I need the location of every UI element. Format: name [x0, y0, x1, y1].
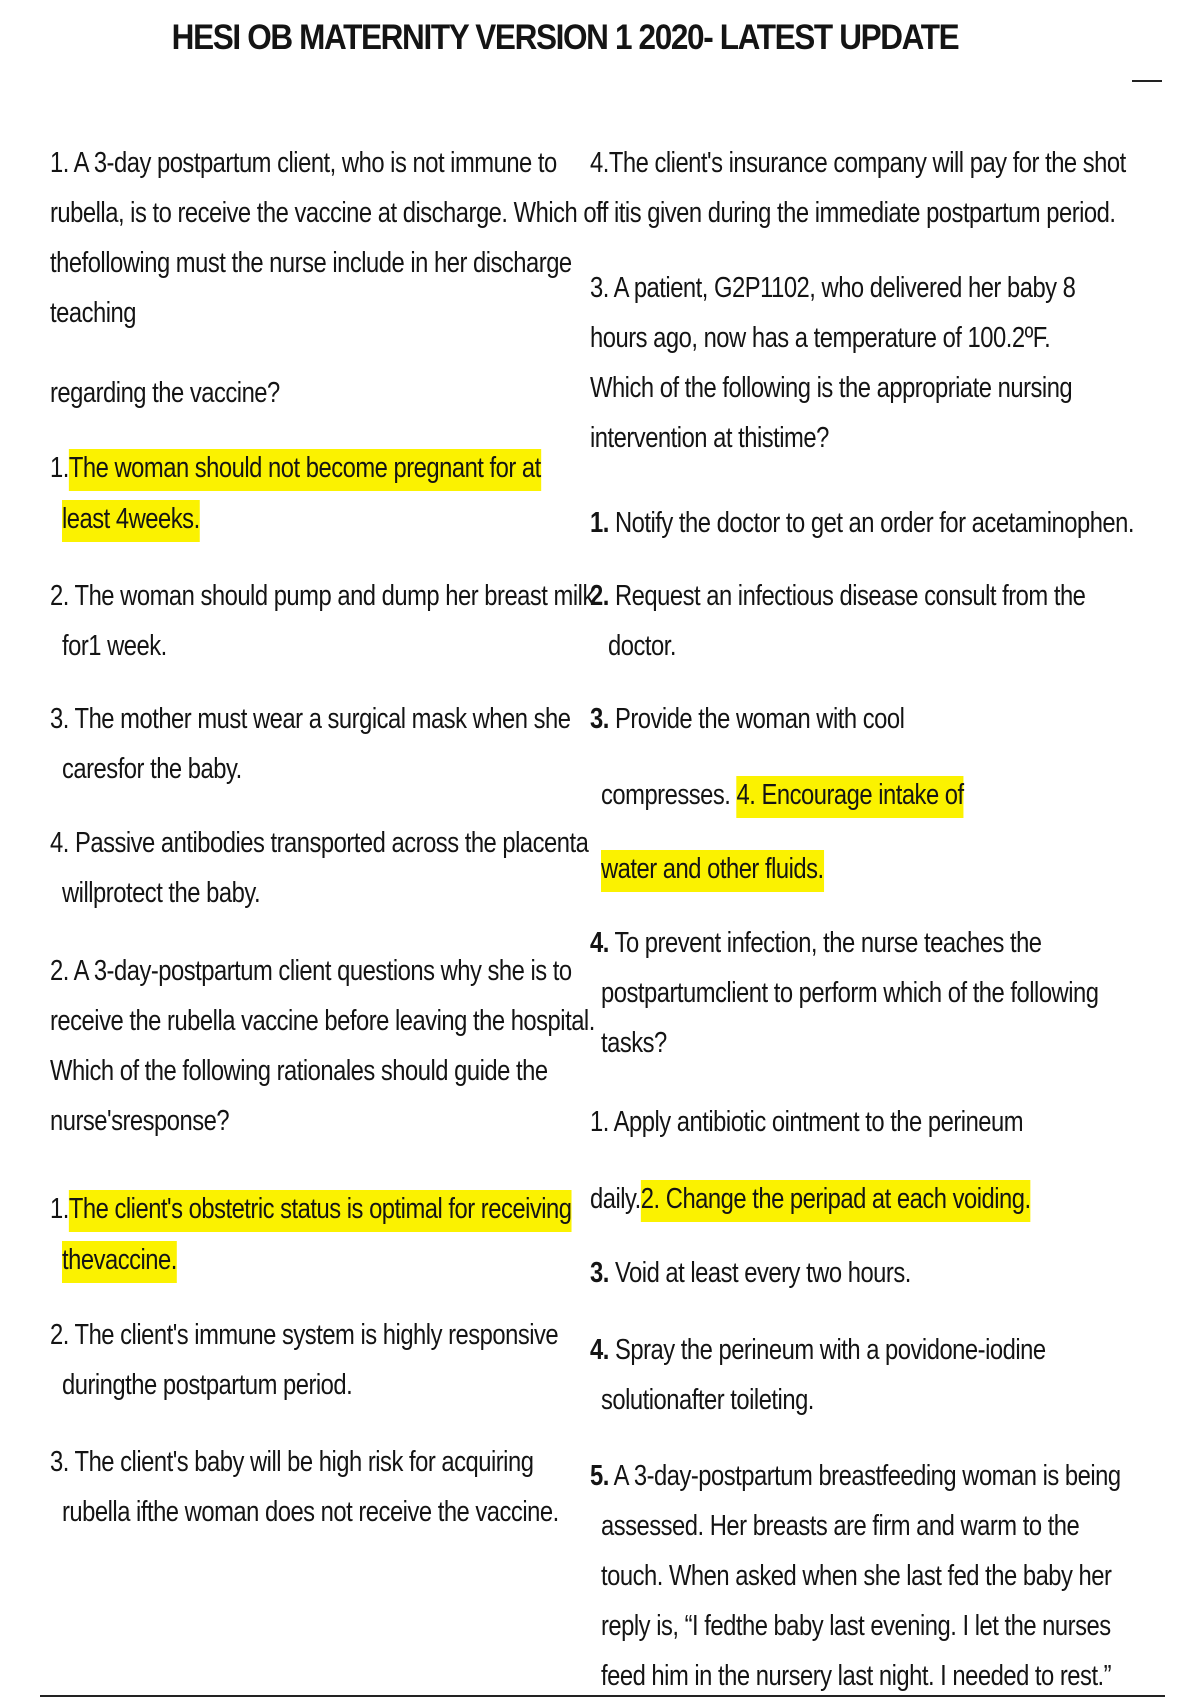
question-text: A 3-day-postpartum breastfeeding woman is being: [613, 1460, 1121, 1492]
question-2-answer-4-cont: if itis given during the immediate postpartum period.: [597, 197, 1116, 229]
highlighted-answer: least 4weeks.: [62, 500, 200, 542]
question-1-stem-line: 1. A 3-day postpartum client, who is not immune to: [50, 147, 557, 179]
page-title: HESI OB MATERNITY VERSION 1 2020- LATEST UPDATE: [171, 18, 959, 57]
highlighted-answer: 4. Encourage intake of: [737, 776, 964, 818]
question-4-stem-line: postpartumclient to perform which of the following: [601, 977, 1099, 1009]
answer-text: Request an infectious disease consult from the: [614, 580, 1086, 612]
answer-number: 3.: [590, 1257, 609, 1289]
question-text: To prevent infection, the nurse teaches the: [614, 927, 1042, 959]
question-2-stem-line: 2. A 3-day-postpartum client questions why she is to: [50, 955, 572, 987]
question-2-stem-line: nurse'sresponse?: [50, 1105, 230, 1137]
question-5-stem-line: touch. When asked when she last fed the baby her: [601, 1560, 1112, 1592]
answer-number: 1.: [50, 1193, 69, 1225]
question-4-stem-line: tasks?: [601, 1027, 667, 1059]
question-1-answer-1-cont: [62, 499, 200, 539]
question-2-answer-2-cont: duringthe postpartum period.: [62, 1369, 353, 1401]
question-3-stem-line: hours ago, now has a temperature of 100.2ºF.: [590, 322, 1051, 354]
question-1-answer-3-cont: caresfor the baby.: [62, 753, 242, 785]
question-1-stem-line: thefollowing must the nurse include in her discharge: [50, 247, 572, 279]
answer-text: Notify the doctor to get an order for acetaminophen.: [614, 507, 1135, 539]
question-5-stem-line: assessed. Her breasts are firm and warm to the: [601, 1510, 1080, 1542]
answer-number: 1.: [590, 507, 609, 539]
answer-text: Void at least every two hours.: [614, 1257, 911, 1289]
question-3-answer-3: [590, 699, 904, 739]
answer-text: daily.: [590, 1183, 641, 1215]
answer-number: 2.: [590, 580, 609, 612]
question-5-stem-line: feed him in the nursery last night. I needed to rest.”: [601, 1660, 1112, 1692]
question-3-answer-4-cont: [601, 849, 824, 889]
answer-text: compresses.: [601, 779, 731, 811]
highlighted-answer: thevaccine.: [62, 1241, 177, 1283]
question-3-stem-line: Which of the following is the appropriate nursing: [590, 372, 1073, 404]
highlighted-answer: water and other fluids.: [601, 850, 824, 892]
question-4-stem-line: [590, 923, 1042, 963]
highlighted-answer: The woman should not become pregnant for at: [69, 449, 541, 491]
question-4-answer-1-cont: [590, 1179, 1031, 1219]
question-2-answer-1-cont: [62, 1240, 177, 1280]
question-4-answer-4-cont: solutionafter toileting.: [601, 1384, 814, 1416]
question-2-stem-line: Which of the following rationales should guide the: [50, 1055, 548, 1087]
highlighted-answer: The client's obstetric status is optimal for receiving: [69, 1190, 572, 1232]
question-3-answer-2: [590, 576, 1085, 616]
question-3-stem-line: intervention at thistime?: [590, 422, 829, 454]
question-4-answer-1: 1. Apply antibiotic ointment to the perineum: [590, 1106, 1024, 1138]
question-5-stem-line: [590, 1456, 1121, 1496]
answer-text: Spray the perineum with a povidone-iodine: [614, 1334, 1046, 1366]
question-2-answer-4: 4.The client's insurance company will pay for the shot: [590, 147, 1126, 179]
question-3-answer-1: [590, 503, 1134, 543]
question-5-stem-line: reply is, “I fedthe baby last evening. I let the nurses: [601, 1610, 1111, 1642]
question-3-answer-3-cont: [601, 775, 964, 815]
question-1-answer-4-cont: willprotect the baby.: [62, 877, 261, 909]
question-1-answer-1: [50, 448, 541, 488]
question-1-stem-line: regarding the vaccine?: [50, 377, 280, 409]
highlighted-answer: 2. Change the peripad at each voiding.: [641, 1180, 1031, 1222]
answer-number: 4.: [590, 1334, 609, 1366]
question-number: 5.: [590, 1460, 609, 1492]
question-1-answer-2-cont: for1 week.: [62, 630, 167, 662]
question-2-answer-1: [50, 1189, 572, 1229]
bottom-rule: [40, 1695, 1165, 1697]
question-2-answer-3: 3. The client's baby will be high risk for acquiring: [50, 1446, 534, 1478]
question-1-answer-2: 2. The woman should pump and dump her breast milk: [50, 580, 594, 612]
question-1-stem-line: rubella, is to receive the vaccine at discharge. Which of: [50, 197, 603, 229]
answer-number: 1.: [50, 452, 69, 484]
question-number: 4.: [590, 927, 609, 959]
question-3-answer-2-cont: doctor.: [608, 630, 676, 662]
question-1-answer-4: 4. Passive antibodies transported across the placenta: [50, 827, 589, 859]
answer-number: 3.: [590, 703, 609, 735]
answer-text: Provide the woman with cool: [614, 703, 905, 735]
question-4-answer-4: [590, 1330, 1046, 1370]
question-1-answer-3: 3. The mother must wear a surgical mask when she: [50, 703, 571, 735]
corner-dash: [1132, 80, 1162, 82]
question-2-stem-line: receive the rubella vaccine before leaving the hospital.: [50, 1005, 595, 1037]
question-4-answer-3: [590, 1253, 911, 1293]
question-3-stem-line: 3. A patient, G2P1102, who delivered her baby 8: [590, 272, 1076, 304]
question-1-stem-line: teaching: [50, 297, 136, 329]
question-2-answer-2: 2. The client's immune system is highly responsive: [50, 1319, 559, 1351]
question-2-answer-3-cont: rubella ifthe woman does not receive the vaccine.: [62, 1496, 559, 1528]
